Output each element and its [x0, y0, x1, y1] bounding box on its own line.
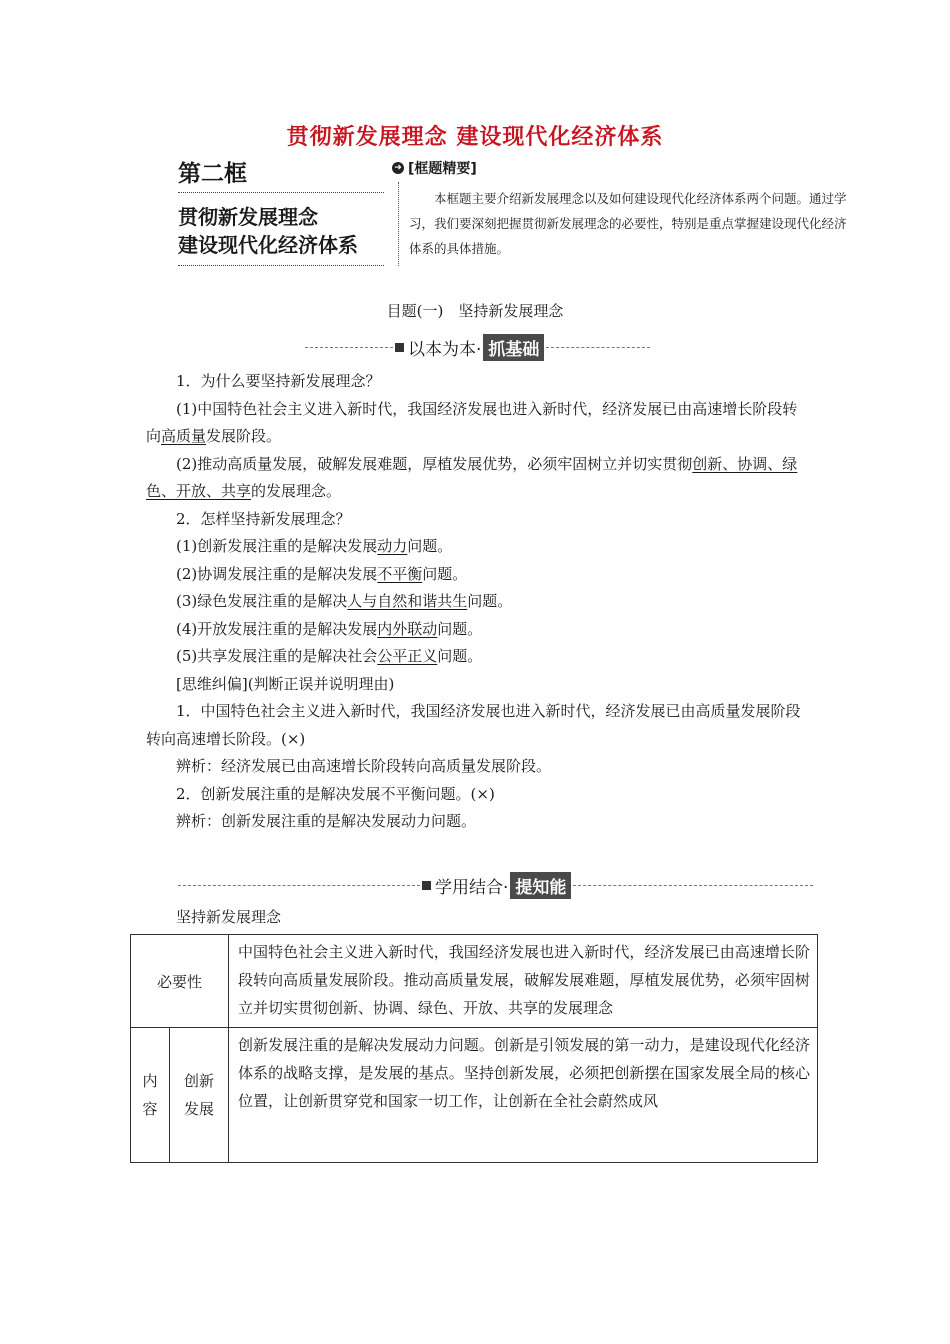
- table-label-innovation: [170, 1028, 229, 1163]
- divider: [546, 347, 650, 348]
- answer-2-1: [146, 533, 810, 561]
- thinking-heading: [思维纠偏](判断正误并说明理由): [176, 674, 395, 693]
- divider: [178, 885, 420, 886]
- arrow-circle-icon: ➜: [392, 162, 404, 174]
- underlined-answer: 内外联动: [377, 619, 438, 638]
- frame-label: 第二框: [178, 161, 247, 187]
- table-cell-text: 中国特色社会主义进入新时代，我国经济发展也进入新时代，经济发展已由高速增长阶段转向高质量发展阶段。推动高质量发展，破解发展难题，厚植发展优势，必须牢固树立并切实贯彻创新、协调、绿色、开放、共享的发展理念: [238, 943, 810, 1017]
- table-cell-text: 创新发展注重的是解决发展动力问题。创新是引领发展的第一动力，是建设现代化经济体系的战略支撑，是发展的基点。坚持创新发展，必须把创新摆在国家发展全局的核心位置，让创新贯穿党和国家一切工作，让创新在全社会蔚然成风: [238, 1036, 810, 1110]
- banner-tag: 抓基础: [483, 334, 544, 361]
- text-run: 问题。: [407, 537, 453, 555]
- summary-heading: [392, 158, 477, 178]
- answer-1-2: [146, 451, 810, 506]
- table-label-text: 创新发展: [183, 1072, 214, 1118]
- question-2: 2．怎样坚持新发展理念？: [176, 509, 351, 528]
- judgement-2: 2．创新发展注重的是解决发展不平衡问题。(×): [176, 784, 495, 803]
- summary-heading-label: [框题精要]: [408, 161, 477, 177]
- underlined-answer: 动力: [377, 537, 408, 555]
- underlined-answer: 不平衡: [377, 564, 423, 583]
- text-run: 问题。: [437, 647, 483, 665]
- banner-text: 以本为本·: [408, 340, 482, 360]
- answer-2-2: [146, 561, 810, 589]
- text-run: (3)绿色发展注重的是解决: [176, 592, 348, 610]
- table-row: [131, 935, 818, 1028]
- text-run: (1)创新发展注重的是解决发展: [176, 537, 378, 555]
- text-run: 问题。: [437, 619, 483, 638]
- frame-title: [178, 193, 384, 265]
- page-title: 贯彻新发展理念 建设现代化经济体系: [286, 125, 664, 150]
- text-run: 问题。: [467, 592, 513, 610]
- square-bullet-icon: [422, 881, 431, 890]
- answer-2-3: [146, 588, 810, 616]
- underlined-answer: 公平正义: [377, 647, 438, 665]
- text-run: 问题。: [422, 564, 468, 583]
- answer-2-4: [146, 616, 810, 644]
- banner-tag: 提知能: [510, 872, 571, 899]
- divider: [178, 265, 384, 266]
- answer-1-1: [146, 396, 810, 451]
- text-run: (2)推动高质量发展，破解发展难题，厚植发展优势，必须牢固树立并切实贯彻: [176, 454, 693, 473]
- table-cell: [229, 1028, 818, 1163]
- table-cell: [229, 935, 818, 1028]
- divider: [573, 885, 813, 886]
- frame-label-box: [178, 156, 384, 266]
- banner-text: 学用结合·: [435, 878, 509, 898]
- section1-body: [146, 368, 810, 836]
- table-label-necessity: 必要性: [131, 935, 229, 1028]
- vertical-divider: [398, 182, 399, 266]
- table-row: [131, 1028, 818, 1163]
- table-label-content: [131, 1028, 170, 1163]
- judgement-1: 1．中国特色社会主义进入新时代，我国经济发展也进入新时代，经济发展已由高质量发展阶段转向高速增长阶段。(×): [146, 702, 801, 748]
- text-run: (4)开放发展注重的是解决发展: [176, 619, 378, 638]
- judgement-2-analysis: 辨析：创新发展注重的是解决发展动力问题。: [176, 812, 477, 830]
- text-run: 发展阶段。: [206, 427, 282, 445]
- frame-title-line2: 建设现代化经济体系: [178, 233, 358, 257]
- section-banner-basics: [305, 334, 650, 361]
- text-run: (2)协调发展注重的是解决发展: [176, 564, 378, 583]
- frame-title-line1: 贯彻新发展理念: [178, 205, 318, 229]
- square-bullet-icon: [395, 343, 404, 352]
- text-run: (5)共享发展注重的是解决社会: [176, 647, 378, 665]
- underlined-answer: 高质量: [161, 427, 207, 445]
- section-banner-application: [178, 872, 813, 899]
- subject-title: 目题(一) 坚持新发展理念: [386, 302, 564, 320]
- table-label-text: 内容: [142, 1072, 158, 1118]
- underlined-answer: 创新、协调、绿色、开放、共享: [146, 454, 798, 500]
- underlined-answer: 人与自然和谐共生: [347, 592, 468, 610]
- concept-table: [130, 934, 818, 1163]
- table-title: 坚持新发展理念: [176, 908, 282, 926]
- answer-2-5: [146, 643, 810, 671]
- divider: [305, 347, 393, 348]
- judgement-1-analysis: 辨析：经济发展已由高速增长阶段转向高质量发展阶段。: [176, 757, 552, 775]
- text-run: (1)中国特色社会主义进入新时代，我国经济发展也进入新时代，经济发展已由高速增长阶段转向: [146, 399, 798, 445]
- summary-text: 本框题主要介绍新发展理念以及如何建设现代化经济体系两个问题。通过学习，我们要深刻把握贯彻新发展理念的必要性，特别是重点掌握建设现代化经济体系的具体措施。: [409, 191, 847, 256]
- question-1: 1．为什么要坚持新发展理念？: [176, 372, 381, 390]
- text-run: 的发展理念。: [251, 482, 342, 500]
